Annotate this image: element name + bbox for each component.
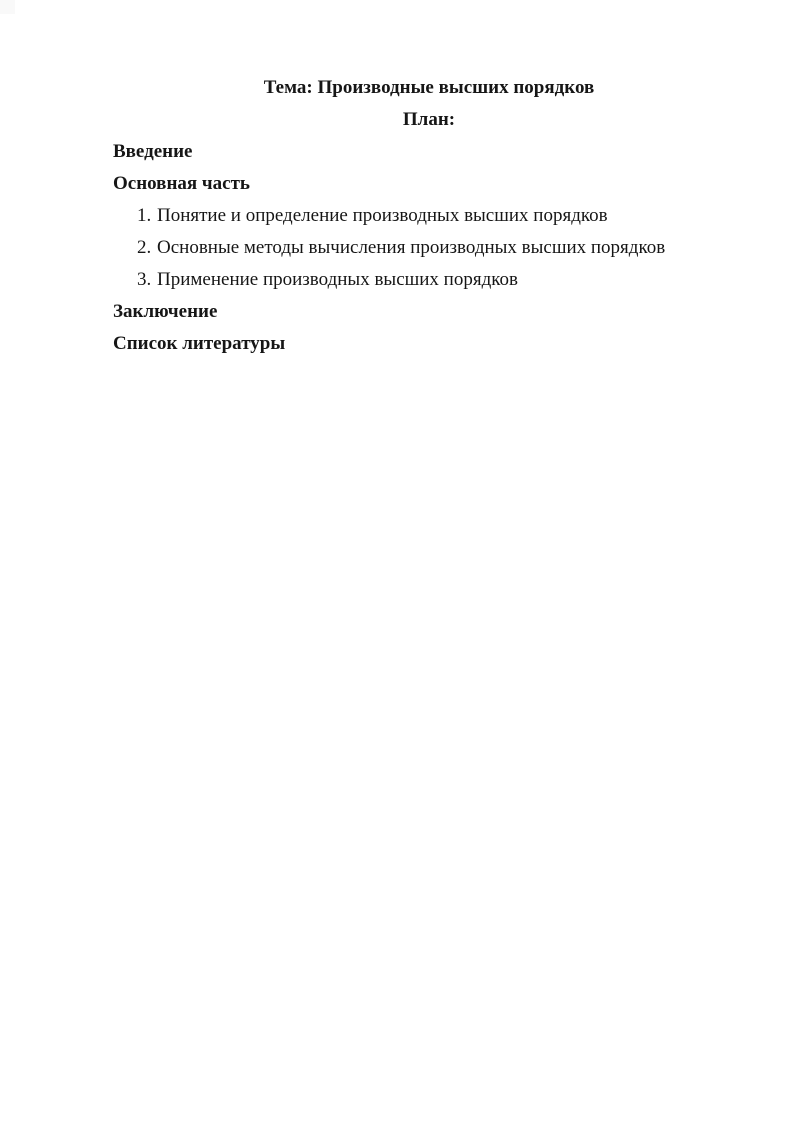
document-content xyxy=(113,72,745,360)
list-item-number: 2. xyxy=(137,237,152,258)
document-title: Тема: Производные высших порядков xyxy=(263,77,595,98)
scan-artifact xyxy=(0,0,15,14)
list-item xyxy=(113,232,745,264)
list-item-text: Основные методы вычисления производных высших порядков xyxy=(157,237,666,258)
plan-list xyxy=(113,200,745,296)
list-item xyxy=(113,200,745,232)
section-introduction: Введение xyxy=(113,141,193,162)
section-conclusion: Заключение xyxy=(113,301,218,322)
section-references: Список литературы xyxy=(113,333,286,354)
section-main-part: Основная часть xyxy=(113,173,250,194)
plan-heading: План: xyxy=(402,109,456,130)
list-item-text: Применение производных высших порядков xyxy=(157,269,518,290)
list-item xyxy=(113,264,745,296)
list-item-text: Понятие и определение производных высших порядков xyxy=(157,205,608,226)
list-item-number: 3. xyxy=(137,269,152,290)
list-item-number: 1. xyxy=(137,205,152,226)
